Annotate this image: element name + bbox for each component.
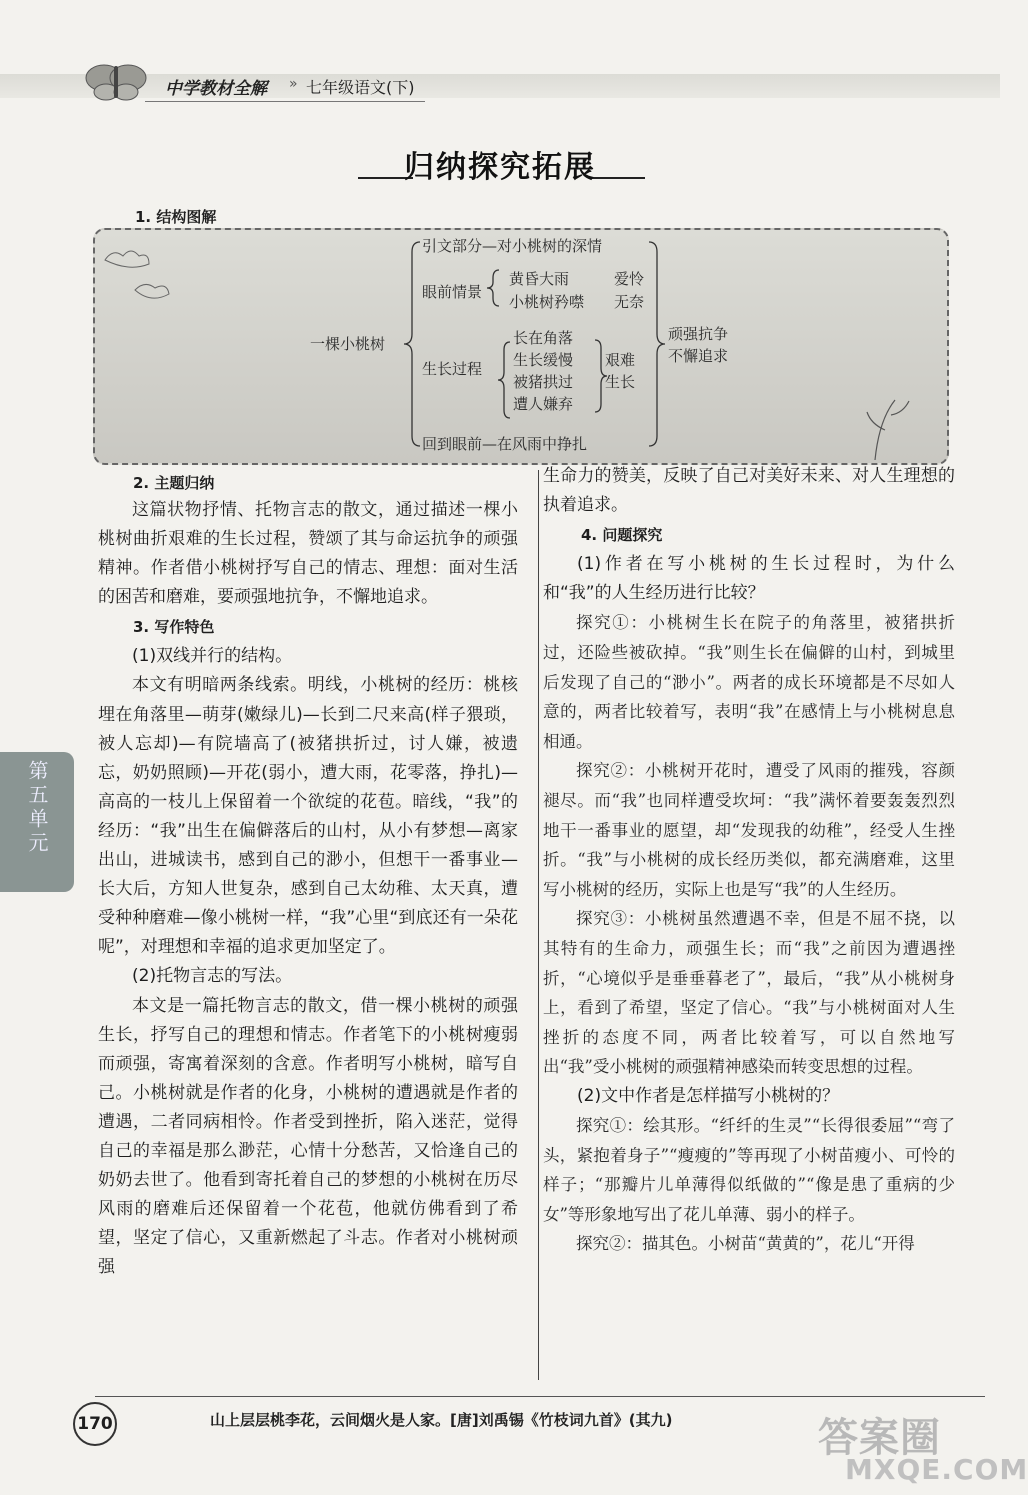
- left-column: [98, 470, 518, 1282]
- answer: 探究①：绘其形。“纤纤的生灵”“长得很委屈”“弯了头，紧抱着身子”“瘦瘦的”等再现了小树苗瘦小、可怜的样子；“那瓣片儿单薄得似纸做的”“像是患了重病的少女”等形象地写出了花儿单薄、弱小的样子。: [543, 1115, 955, 1224]
- theme-paragraph: 这篇状物抒情、托物言志的散文，通过描述一棵小桃树曲折艰难的生长过程，赞颂了其与命运抗争的顽强精神。作者借小桃树抒写自己的情志、理想：面对生活的困苦和磨难，要顽强地抗争，不懈地追求。: [98, 500, 518, 608]
- watermark-logo: 答案圈: [818, 1415, 941, 1461]
- answer: 探究③：小桃树虽然遭遇不幸，但是不屈不挠，以其特有的生命力，顽强生长；而“我”之前因为遭遇挫折，“心境似乎是垂垂暮老了”，最后，“我”从小桃树身上，看到了希望，坚定了信心。“我”与小桃树面对人生挫折的态度不同，两者比较着写，可以自然地写出“我”受小桃树的顽强精神感染而转变思想的过程。: [543, 909, 955, 1077]
- header-band: [0, 74, 1000, 98]
- diagram-growth-result: 生长: [605, 373, 636, 391]
- diagram-final: 不懈追求: [668, 347, 729, 365]
- answer: 探究②：描其色。小树苗“黄黄的”，花儿“开得: [576, 1234, 915, 1254]
- theme-heading: 2. 主题归纳: [133, 474, 215, 492]
- unit-tab-label: 第五单元: [25, 760, 49, 856]
- diagram-branch-intro: 引文部分—对小桃树的深情: [422, 237, 603, 255]
- plant-ornament-icon: [867, 400, 909, 460]
- butterfly-emblem-icon: [82, 56, 150, 104]
- feature-subheading: (2)托物言志的写法。: [132, 966, 293, 987]
- diagram-scene-result: 无奈: [614, 293, 645, 311]
- page-number: 170: [73, 1402, 117, 1446]
- diagram-branch-return: 回到眼前—在风雨中挣扎: [422, 435, 588, 453]
- continued-paragraph: 生命力的赞美，反映了自己对美好未来、对人生理想的执着追求。: [543, 466, 955, 516]
- footer-rule: [95, 1396, 985, 1397]
- diagram-branch-growth: 生长过程: [422, 360, 483, 378]
- diagram-branch-scene: 眼前情景: [422, 283, 483, 301]
- inquiry-heading: 4. 问题探究: [581, 526, 663, 545]
- feature-paragraph: 本文有明暗两条线索。明线，小桃树的经历：桃核埋在角落里—萌芽(嫩绿儿)—长到二尺来高(样子猥琐，被人忘却)—有院墙高了(被猪拱折过，讨人嫌，被遗忘，奶奶照顾)—开花(弱小，遭大雨，花零落，挣扎)—高高的一枝儿上保留着一个欲绽的花苞。暗线，“我”的经历：“我”出生在偏僻落后的山村，从小有梦想—离家出山，进城读书，感到自己的渺小，但想干一番事业—长大后，方知人世复杂，感到自己太幼稚、太天真，遭受种种磨难—像小桃树一样，“我”心里“到底还有一朵花呢”，对理想和幸福的追求更加坚定了。: [98, 675, 518, 958]
- answer: 探究①：小桃树生长在院子的角落里，被猪拱折过，还险些被砍掉。“我”则生长在偏僻的山村，到城里后发现了自己的“渺小”。两者的成长环境都是不尽如人意的，两者比较着写，表明“我”在感情上与小桃树息息相通。: [543, 613, 955, 751]
- question: (2)文中作者是怎样描写小桃树的？: [577, 1085, 840, 1106]
- diagram-final: 顽强抗争: [668, 325, 729, 343]
- diagram-growth-result: 艰难: [605, 351, 636, 369]
- book-title: 中学教材全解: [165, 79, 267, 99]
- cloud-ornament-icon: [105, 251, 169, 298]
- diagram-scene-result: 爱怜: [614, 270, 645, 288]
- diagram-growth-item: 长在角落: [513, 329, 574, 347]
- feature-subheading: (1)双线并行的结构。: [132, 646, 293, 667]
- structure-diagram: [93, 228, 949, 465]
- footer-quote: 山上层层桃李花，云间烟火是人家。[唐]刘禹锡《竹枝词九首》(其九): [210, 1411, 673, 1429]
- question: (1)作者在写小桃树的生长过程时，为什么和“我”的人生经历进行比较？: [543, 554, 955, 604]
- watermark-url: MXQE.COM: [845, 1453, 1028, 1486]
- diagram-growth-item: 被猪拱过: [513, 373, 574, 391]
- diagram-root: 一棵小桃树: [310, 335, 386, 353]
- diagram-heading: 1. 结构图解: [135, 208, 217, 226]
- answer: 探究②：小桃树开花时，遭受了风雨的摧残，容颜褪尽。而“我”也同样遭受坎坷：“我”满怀着要轰轰烈烈地干一番事业的愿望，却“发现我的幼稚”，经受人生挫折。“我”与小桃树的成长经历类似，都充满磨难，这里写小桃树的经历，实际上也是写“我”的人生经历。: [543, 761, 955, 899]
- features-heading: 3. 写作特色: [133, 618, 215, 637]
- header-separator: »: [289, 76, 298, 92]
- diagram-scene-item: 小桃树矜噤: [509, 293, 585, 311]
- diagram-growth-item: 生长缓慢: [513, 351, 574, 369]
- diagram-growth-item: 遭人嫌弃: [513, 395, 574, 413]
- header-rule: [145, 101, 425, 102]
- feature-paragraph: 本文是一篇托物言志的散文，借一棵小桃树的顽强生长，抒写自己的理想和情志。作者笔下的小桃树瘦弱而顽强，寄寓着深刻的含意。作者明写小桃树，暗写自己。小桃树就是作者的化身，小桃树的遭遇就是作者的遭遇，二者同病相怜。作者受到挫折，陷入迷茫，觉得自己的幸福是那么渺茫，心情十分愁苦，又恰逢自己的奶奶去世了。他看到寄托着自己的梦想的小桃树在历尽风雨的磨难后还保留着一个花苞，他就仿佛看到了希望，坚定了信心，又重新燃起了斗志。作者对小桃树顽强: [98, 995, 518, 1278]
- diagram-scene-item: 黄昏大雨: [509, 270, 570, 288]
- column-divider: [538, 470, 539, 1380]
- right-column: [543, 462, 955, 1259]
- section-title: 归纳探究拓展: [404, 150, 596, 185]
- book-subtitle: 七年级语文(下): [306, 78, 415, 97]
